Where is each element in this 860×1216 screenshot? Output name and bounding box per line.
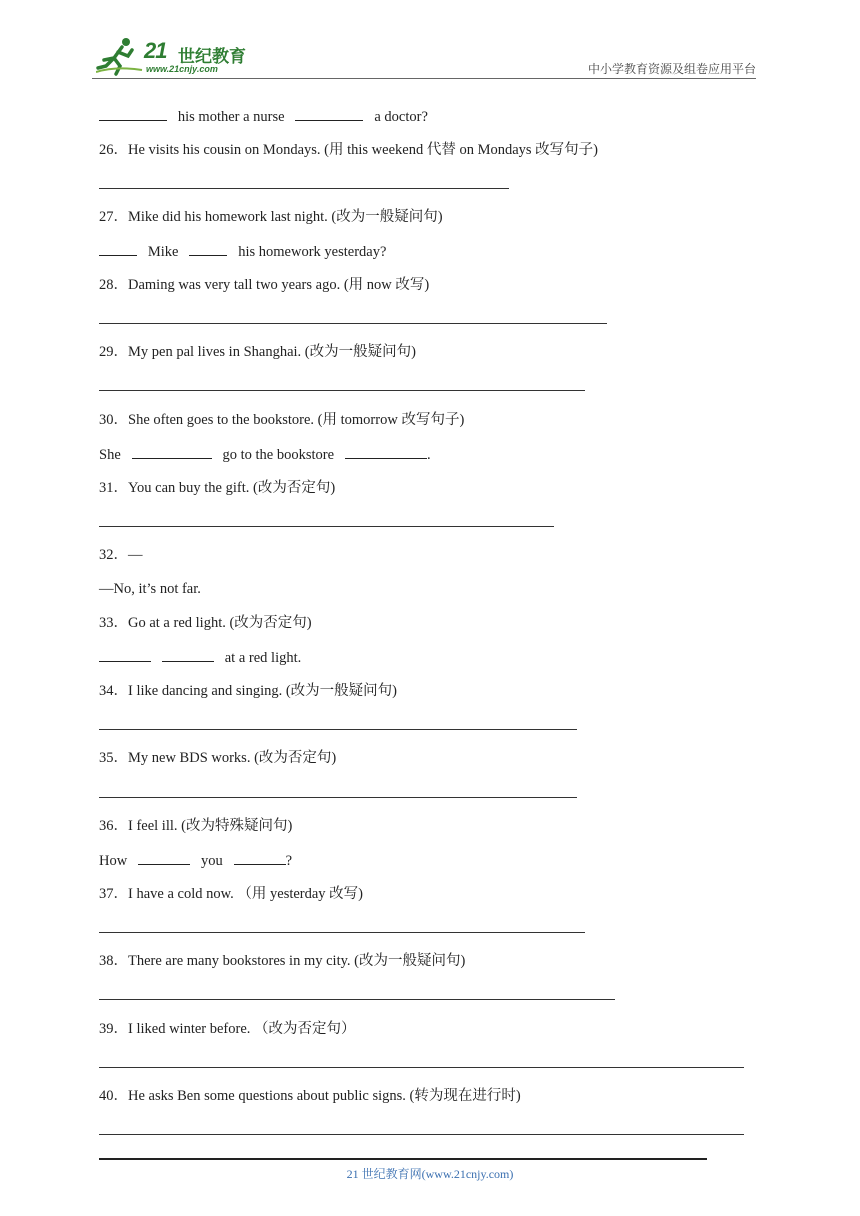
runner-logo-icon — [96, 36, 144, 76]
blank[interactable] — [132, 445, 212, 459]
question-38: 38．There are many bookstores in my city. (改为一般疑问句) — [99, 953, 466, 969]
q27-fill-line — [99, 242, 386, 261]
fill-text: his homework yesterday? — [238, 244, 387, 260]
answer-line[interactable] — [99, 729, 577, 730]
blank[interactable] — [99, 242, 137, 256]
question-28: 28．Daming was very tall two years ago. (用 now 改写) — [99, 277, 430, 293]
question-26: 26．He visits his cousin on Mondays. (用 this weekend 代替 on Mondays 改写句子) — [99, 142, 599, 158]
fill-text: . — [426, 447, 431, 463]
blank[interactable] — [189, 242, 227, 256]
question-29: 29．My pen pal lives in Shanghai. (改为一般疑问句) — [99, 344, 416, 360]
blank[interactable] — [99, 107, 167, 121]
page-footer: 21 世纪教育网(www.21cnjy.com) — [346, 1167, 514, 1181]
fill-text: you — [200, 853, 223, 869]
logo-url: www.21cnjy.com — [146, 64, 218, 74]
answer-line[interactable] — [99, 323, 607, 324]
q25-fill-line — [99, 107, 428, 126]
blank[interactable] — [295, 107, 363, 121]
fill-text: go to the bookstore — [222, 447, 335, 463]
answer-line[interactable] — [99, 999, 615, 1000]
question-32: 32．— — [99, 547, 143, 563]
question-34: 34．I like dancing and singing. (改为一般疑问句) — [99, 683, 398, 699]
q33-fill-line — [99, 648, 301, 667]
question-31: 31．You can buy the gift. (改为否定句) — [99, 480, 336, 496]
q30-fill-line — [99, 445, 431, 464]
site-logo — [96, 34, 266, 78]
blank[interactable] — [138, 851, 190, 865]
platform-title: 中小学教育资源及组卷应用平台 — [587, 62, 756, 76]
blank[interactable] — [234, 851, 286, 865]
page-header — [92, 34, 756, 79]
answer-line[interactable] — [99, 390, 585, 391]
blank[interactable] — [345, 445, 427, 459]
answer-line[interactable] — [99, 1067, 744, 1068]
q32-answer: —No, it’s not far. — [99, 581, 201, 597]
question-35: 35．My new BDS works. (改为否定句) — [99, 750, 337, 766]
fill-text: She — [99, 447, 121, 463]
answer-line[interactable] — [99, 526, 554, 527]
answer-line[interactable] — [99, 1134, 744, 1135]
blank[interactable] — [162, 648, 214, 662]
blank[interactable] — [99, 648, 151, 662]
logo-number: 21 — [144, 38, 167, 63]
fill-text: ? — [285, 853, 293, 869]
question-30: 30．She often goes to the bookstore. (用 tomorrow 改写句子) — [99, 412, 465, 428]
answer-line[interactable] — [99, 797, 577, 798]
question-39: 39．I liked winter before. （改为否定句） — [99, 1021, 356, 1037]
question-40: 40．He asks Ben some questions about public signs. (转为现在进行时) — [99, 1088, 521, 1104]
question-33: 33．Go at a red light. (改为否定句) — [99, 615, 312, 631]
fill-text: How — [99, 853, 128, 869]
fill-text: at a red light. — [224, 650, 302, 666]
footer-divider — [99, 1158, 707, 1160]
q36-fill-line — [99, 851, 292, 870]
fill-text: his mother a nurse — [177, 109, 285, 125]
logo-text: 世纪教育 — [178, 47, 246, 67]
question-27: 27．Mike did his homework last night. (改为一般疑问句) — [99, 209, 443, 225]
question-37: 37．I have a cold now. （用 yesterday 改写) — [99, 886, 364, 902]
answer-line[interactable] — [99, 188, 509, 189]
answer-line[interactable] — [99, 932, 585, 933]
fill-text: a doctor? — [374, 109, 428, 125]
fill-text: Mike — [147, 244, 179, 260]
question-36: 36．I feel ill. (改为特殊疑问句) — [99, 818, 293, 834]
